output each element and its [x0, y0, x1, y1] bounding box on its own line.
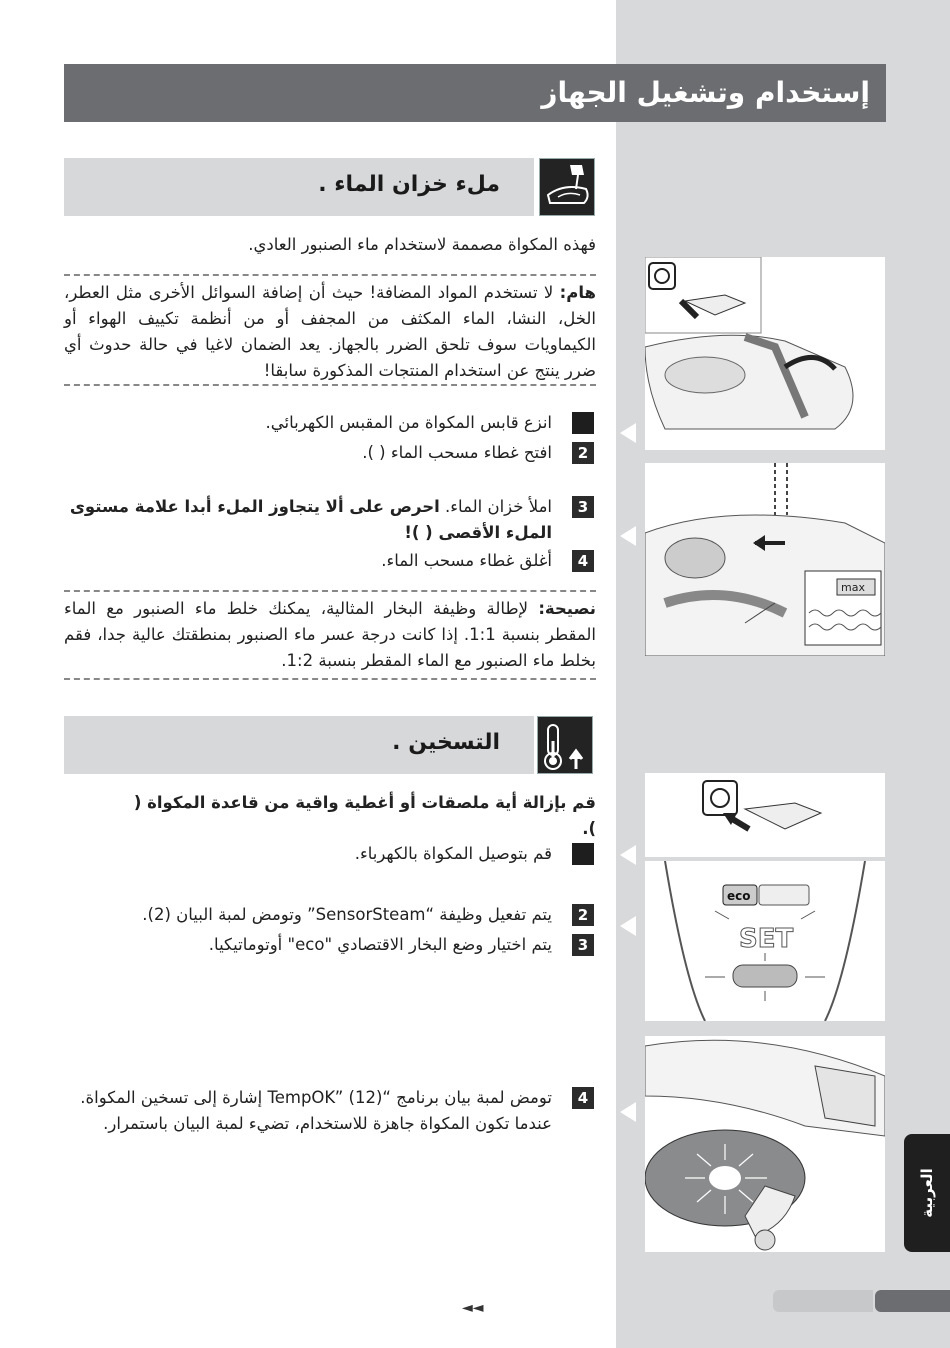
pointer-arrow: [620, 845, 636, 865]
heat-step-3-number: 3: [572, 934, 594, 956]
language-tab-label: العربية: [918, 1168, 936, 1218]
page-bar-dark: [875, 1290, 950, 1312]
max-mark-label: max: [841, 581, 865, 594]
plug-in-illustration: [645, 773, 885, 857]
step-3-number: 3: [572, 496, 594, 518]
important-text: لا تستخدم المواد المضافة! حيث أن إضافة السوائل الأخرى مثل العطر، الخل، النشا، الماء المكثف من المجفف أو من أنظمة تكييف الهواء أو الكيماويات سوف تلحق الضرر بالجهاز. يعد الضمان لاغيا في حالة حدوث أي ضرر ينتج عن استخدام المنتجات المذكورة سابقا!: [64, 283, 596, 380]
pointer-arrow: [620, 916, 636, 936]
step-4-number: 4: [572, 550, 594, 572]
section-heading-heating: التسخين .: [64, 716, 534, 774]
step-2-number: 2: [572, 442, 594, 464]
pointer-arrow: [620, 423, 636, 443]
thermometer-icon: [537, 716, 593, 774]
heat-step-1-text: قم بتوصيل المكواة بالكهرباء.: [354, 844, 552, 863]
control-panel-illustration: [645, 861, 885, 1021]
page-title: إستخدام وتشغيل الجهاز: [64, 64, 886, 122]
important-note: [64, 274, 596, 386]
important-label: هام:: [559, 283, 596, 302]
tip-note: [64, 590, 596, 680]
water-fill-icon: [539, 158, 595, 216]
step-1-text: انزع قابس المكواة من المقبس الكهربائي.: [265, 413, 552, 432]
heat-step-2-text: يتم تفعيل وظيفة “SensorSteam” وتومض لمبة البيان (2).: [142, 905, 552, 924]
section-heading-fill-water: ملء خزان الماء .: [64, 158, 534, 216]
tempok-light-illustration: [645, 1036, 885, 1252]
tip-text: لإطالة وظيفة البخار المثالية، يمكنك خلط ماء الصنبور مع الماء المقطر بنسبة 1:1. إذا كانت درجة عسر ماء الصنبور بمنطقتك عالية جدا، فقم بخلط ماء الصنبور مع الماء المقطر بنسبة 1:2.: [64, 599, 596, 670]
step-1-marker: [572, 412, 594, 434]
fill-tank-illustration: [645, 463, 885, 656]
eco-label: eco: [727, 889, 751, 903]
page-bar-light: [773, 1290, 873, 1312]
language-tab: [904, 1134, 950, 1252]
section2-intro: قم بإزالة أية ملصقات أو أغطية واقية من قاعدة المكواة ( ).: [133, 793, 596, 838]
tip-label: نصيحة:: [538, 599, 596, 618]
heat-step-2-number: 2: [572, 904, 594, 926]
pointer-arrow: [620, 526, 636, 546]
set-display-label: SET: [739, 924, 794, 954]
section1-intro: فهذه المكواة مصممة لاستخدام ماء الصنبور العادي.: [248, 235, 596, 254]
heat-step-4-number: 4: [572, 1087, 594, 1109]
footer-arrows: ◄◄: [462, 1300, 484, 1316]
step-4-text: أغلق غطاء مسحب الماء.: [381, 551, 552, 570]
step-2-text: افتح غطاء مسحب الماء ( ).: [362, 443, 552, 462]
unplug-illustration: [645, 257, 885, 450]
step-3-bold: احرص على ألا يتجاوز الملء أبدا علامة مستوى الملء الأقصى ( )!: [69, 497, 552, 542]
heat-step-1-marker: [572, 843, 594, 865]
pointer-arrow: [620, 1102, 636, 1122]
heat-step-3-text: يتم اختيار وضع البخار الاقتصادي "eco" أوتوماتيكيا.: [208, 935, 552, 954]
step-3-text: [64, 494, 552, 546]
step-3-plain: املأ خزان الماء.: [439, 497, 552, 516]
heat-step-4-text: تومض لمبة بيان برنامج “TempOK” (12) إشارة إلى تسخين المكواة. عندما تكون المكواة جاهزة للاستخدام، تضيء لمبة البيان باستمرار.: [80, 1088, 552, 1133]
